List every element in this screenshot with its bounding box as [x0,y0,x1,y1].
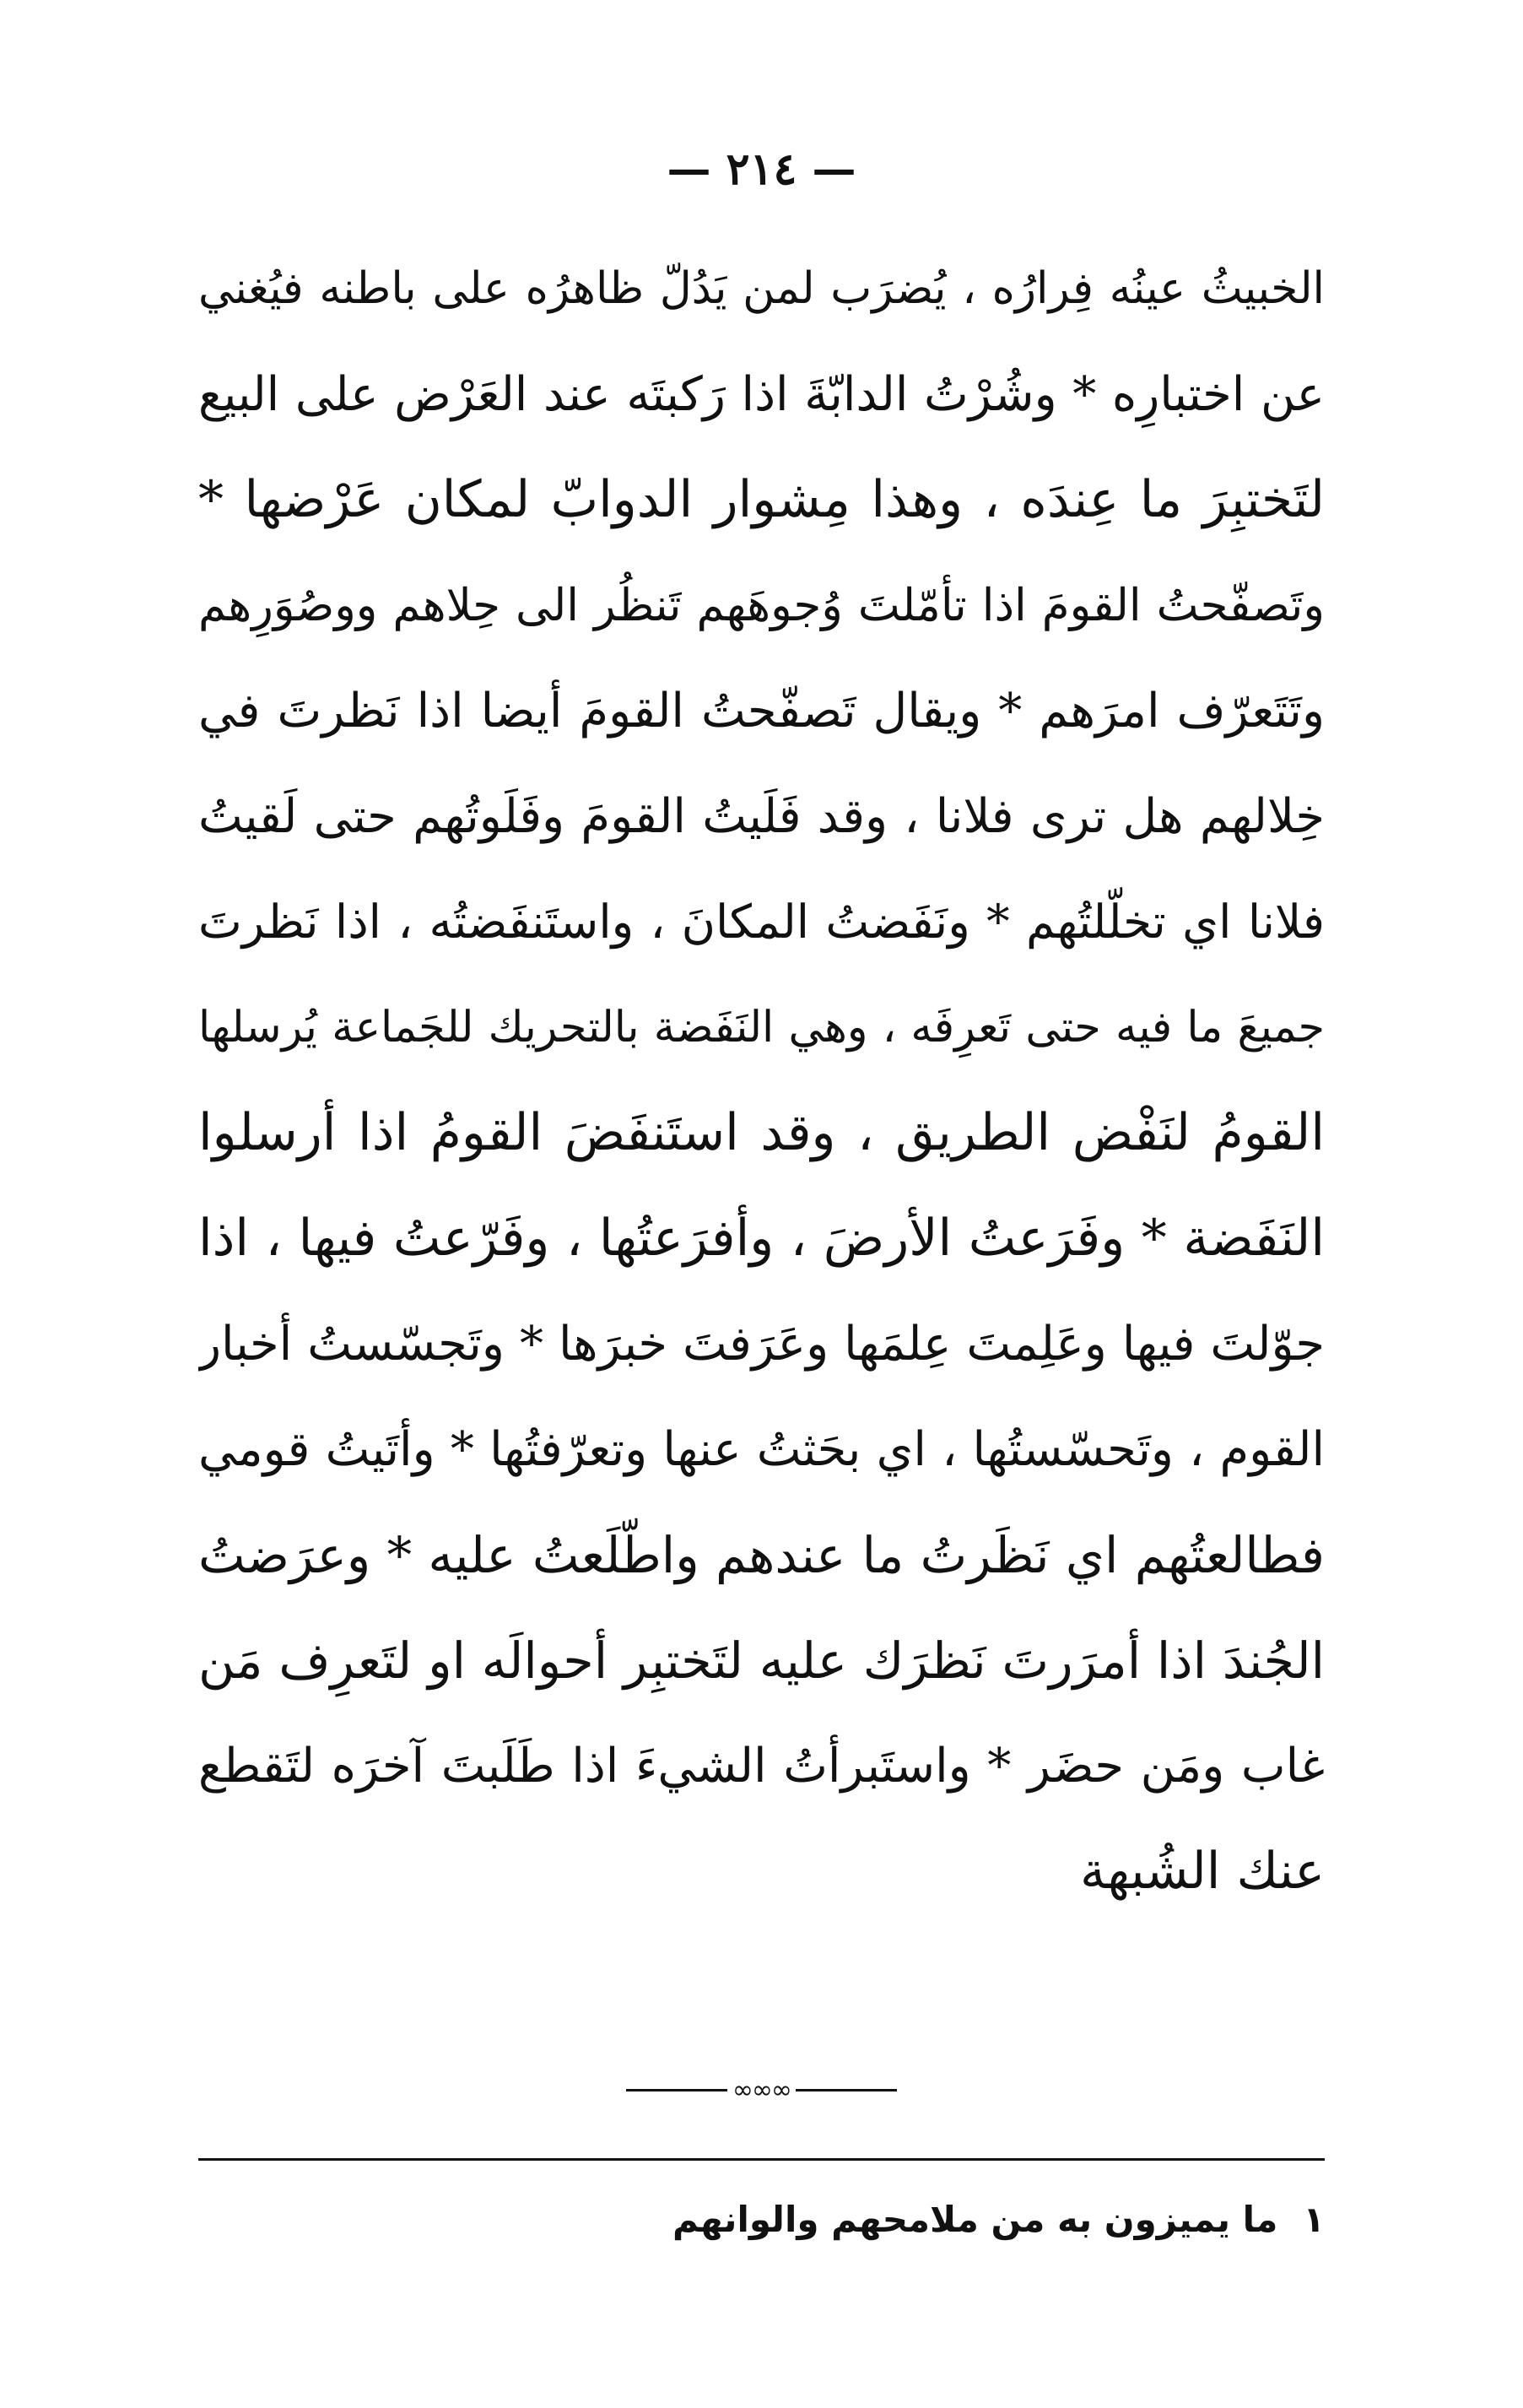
text-line: القوم ، وتَحسّستُها ، اي بحَثتُ عنها وتعرّفتُها * وأتَيتُ قومي [198,1422,1325,1477]
text-line: جوّلتَ فيها وعَلِمتَ عِلمَها وعَرَفتَ خبرَها * وتَجسّستُ أخبار [198,1317,1325,1372]
text-line: الخبيثُ عينُه فِرارُه ، يُضرَب لمن يَدُلّ ظاهرُه على باطنه فيُغني [198,263,1325,314]
text-line: وتَتَعرّف امرَهم * ويقال تَصفّحتُ القومَ أيضا اذا نَظرتَ في [198,684,1325,739]
ornament-bar-left [626,2089,727,2091]
text-line: غاب ومَن حضَر * واستَبرأتُ الشيءَ اذا طَلَبتَ آخرَه لتَقطع [198,1739,1325,1794]
text-line: الجُندَ اذا أمرَرتَ نَظرَك عليه لتَختبِر أحوالَه او لتَعرِف مَن [198,1631,1325,1690]
footnote [198,2186,1325,2254]
ornament-bar-right [796,2089,897,2091]
text-line: جميعَ ما فيه حتى تَعرِفَه ، وهي النَفَضة بالتحريك للجَماعة يُرسلها [198,1003,1325,1052]
section-ornament [0,2075,1523,2105]
footnote-number: ١ [1303,2199,1325,2240]
page-number: — ٢١٤ — [667,143,856,195]
text-line: النَفَضة * وفَرَعتُ الأرضَ ، وأفرَعتُها ، وفَرّعتُ فيها ، اذا [198,1209,1325,1268]
text-line: لتَختبِرَ ما عِندَه ، وهذا مِشوار الدوابّ لمكان عَرْضها * [198,470,1325,529]
text-line: عن اختبارِه * وشُرْتُ الدابّةَ اذا رَكبتَه عند العَرْض على البيع [198,367,1325,422]
ornament-loops: ∞∞∞ [732,2075,791,2105]
text-line: فطالعتُهم اي نَظَرتُ ما عندهم واطّلَعتُ عليه * وعرَضتُ [198,1526,1325,1584]
text-line: خِلالهم هل ترى فلانا ، وقد فَلَيتُ القومَ وفَلَوتُهم حتى لَقيتُ [198,789,1325,844]
text-line: فلانا اي تخلّلتُهم * ونَفَضتُ المكانَ ، واستَنفَضتُه ، اذا نَظرتَ [198,895,1325,949]
text-line: القومُ لنَفْض الطريق ، وقد استَنفَضَ القومُ اذا أرسلوا [198,1103,1325,1162]
text-line: عنك الشُبهة [1080,1842,1325,1901]
footnote-divider [198,2158,1325,2161]
footnote-text: ما يميزون به من ملامحهم والوانهم [672,2199,1278,2240]
body-text [198,236,1325,1924]
text-line: وتَصفّحتُ القومَ اذا تأمّلتَ وُجوهَهم تَنظُر الى حِلاهم ووصُوَرِهم [198,580,1325,631]
